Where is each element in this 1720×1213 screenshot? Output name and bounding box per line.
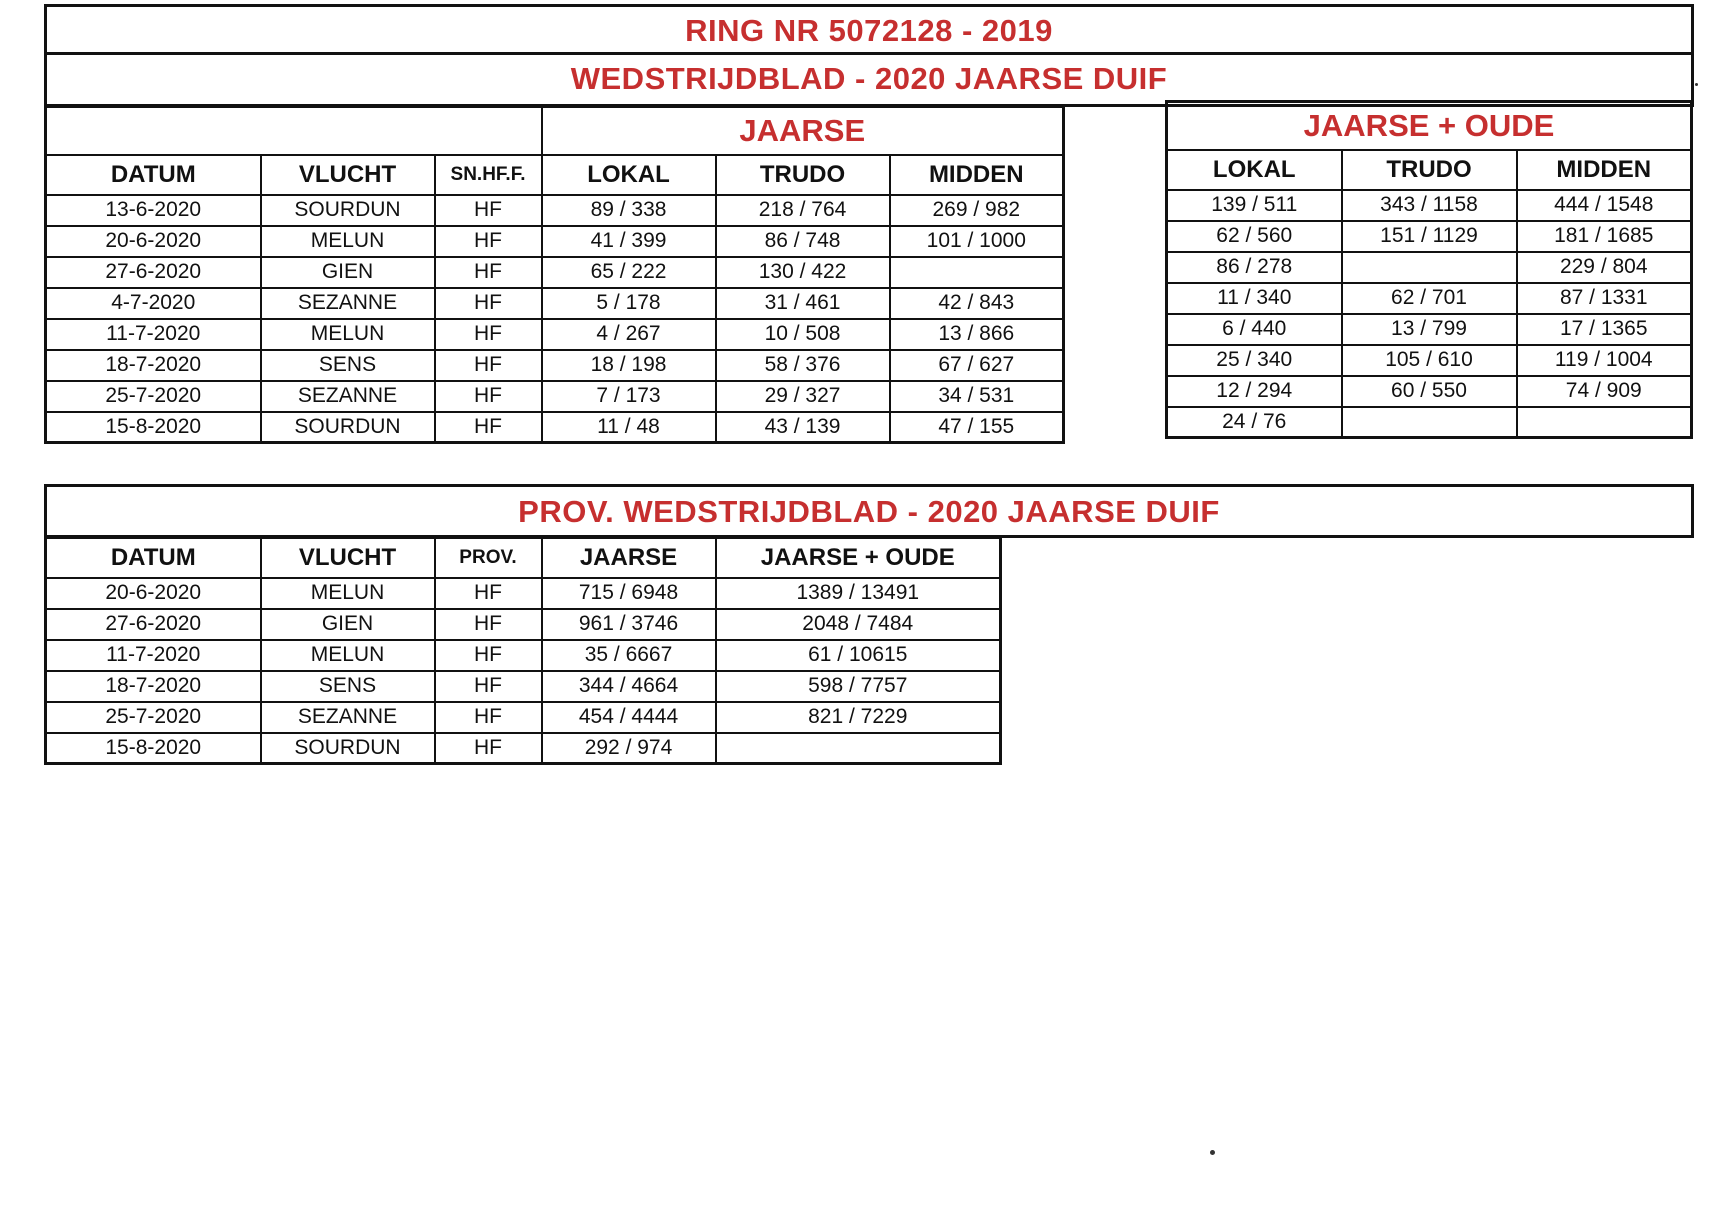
lokal-cell: 139 / 511 — [1167, 190, 1342, 221]
vlucht-cell: SEZANNE — [261, 288, 435, 319]
vlucht-cell: SEZANNE — [261, 381, 435, 412]
jaarse-oude-cell — [716, 733, 1001, 764]
jaarse-oude-cell: 821 / 7229 — [716, 702, 1001, 733]
table-row — [1167, 252, 1692, 283]
lokal-cell: 89 / 338 — [542, 195, 716, 226]
datum-cell: 11-7-2020 — [46, 319, 261, 350]
vlucht-cell: MELUN — [261, 640, 435, 671]
table-row — [46, 381, 1064, 412]
trudo-cell: 86 / 748 — [716, 226, 890, 257]
vlucht-cell: SOURDUN — [261, 733, 435, 764]
prov-title: PROV. WEDSTRIJDBLAD - 2020 JAARSE DUIF — [44, 484, 1694, 538]
prov-cell: HF — [435, 640, 542, 671]
datum-cell: 15-8-2020 — [46, 412, 261, 443]
vlucht-cell: GIEN — [261, 257, 435, 288]
datum-cell: 15-8-2020 — [46, 733, 261, 764]
table-row — [1167, 283, 1692, 314]
vlucht-cell: MELUN — [261, 226, 435, 257]
table-row — [46, 609, 1001, 640]
col-trudo: TRUDO — [716, 155, 890, 195]
jaarse-cell: 715 / 6948 — [542, 578, 716, 609]
col-jaarse-oude: JAARSE + OUDE — [716, 538, 1001, 578]
table-row — [46, 288, 1064, 319]
datum-cell: 25-7-2020 — [46, 702, 261, 733]
sn-cell: HF — [435, 381, 542, 412]
lokal-cell: 18 / 198 — [542, 350, 716, 381]
col-prov: PROV. — [435, 538, 542, 578]
trudo-cell — [1342, 252, 1517, 283]
prov-cell: HF — [435, 578, 542, 609]
datum-cell: 27-6-2020 — [46, 257, 261, 288]
jaarse-cell: 454 / 4444 — [542, 702, 716, 733]
trudo-cell: 13 / 799 — [1342, 314, 1517, 345]
datum-cell: 4-7-2020 — [46, 288, 261, 319]
datum-cell: 27-6-2020 — [46, 609, 261, 640]
lokal-cell: 24 / 76 — [1167, 407, 1342, 438]
table-row — [1167, 345, 1692, 376]
col-datum: DATUM — [46, 155, 261, 195]
jaarse-cell: 35 / 6667 — [542, 640, 716, 671]
jaarse-oude-cell: 2048 / 7484 — [716, 609, 1001, 640]
jaarse-group-header: JAARSE — [542, 107, 1064, 155]
col-snhff: SN.HF.F. — [435, 155, 542, 195]
table-row — [1167, 314, 1692, 345]
col-vlucht: VLUCHT — [261, 538, 435, 578]
col-lokal: LOKAL — [1167, 150, 1342, 190]
midden-cell: 13 / 866 — [890, 319, 1064, 350]
midden-cell: 181 / 1685 — [1517, 221, 1692, 252]
prov-cell: HF — [435, 702, 542, 733]
ring-title: RING NR 5072128 - 2019 — [44, 4, 1694, 55]
scan-speck — [1210, 1150, 1215, 1155]
trudo-cell — [1342, 407, 1517, 438]
col-jaarse: JAARSE — [542, 538, 716, 578]
midden-cell: 101 / 1000 — [890, 226, 1064, 257]
midden-cell: 67 / 627 — [890, 350, 1064, 381]
datum-cell: 20-6-2020 — [46, 578, 261, 609]
trudo-cell: 62 / 701 — [1342, 283, 1517, 314]
blank-header-cell — [46, 107, 542, 155]
trudo-cell: 58 / 376 — [716, 350, 890, 381]
jaarse-cell: 292 / 974 — [542, 733, 716, 764]
midden-cell: 17 / 1365 — [1517, 314, 1692, 345]
datum-cell: 11-7-2020 — [46, 640, 261, 671]
trudo-cell: 43 / 139 — [716, 412, 890, 443]
lokal-cell: 4 / 267 — [542, 319, 716, 350]
midden-cell: 34 / 531 — [890, 381, 1064, 412]
trudo-cell: 130 / 422 — [716, 257, 890, 288]
prov-table — [44, 536, 1002, 765]
trudo-cell: 10 / 508 — [716, 319, 890, 350]
sn-cell: HF — [435, 195, 542, 226]
sn-cell: HF — [435, 257, 542, 288]
midden-cell: 119 / 1004 — [1517, 345, 1692, 376]
lokal-cell: 65 / 222 — [542, 257, 716, 288]
midden-cell: 269 / 982 — [890, 195, 1064, 226]
midden-cell: 229 / 804 — [1517, 252, 1692, 283]
datum-cell: 13-6-2020 — [46, 195, 261, 226]
jaarse-oude-cell: 598 / 7757 — [716, 671, 1001, 702]
jaarse-oude-cell: 61 / 10615 — [716, 640, 1001, 671]
table-row — [46, 671, 1001, 702]
sn-cell: HF — [435, 319, 542, 350]
lokal-cell: 86 / 278 — [1167, 252, 1342, 283]
jaarse-cell: 344 / 4664 — [542, 671, 716, 702]
table-row — [1167, 376, 1692, 407]
trudo-cell: 105 / 610 — [1342, 345, 1517, 376]
jaarse-oude-table — [1165, 100, 1693, 439]
jaarse-cell: 961 / 3746 — [542, 609, 716, 640]
sn-cell: HF — [435, 350, 542, 381]
jaarse-table — [44, 105, 1065, 444]
sn-cell: HF — [435, 226, 542, 257]
midden-cell — [1517, 407, 1692, 438]
vlucht-cell: SEZANNE — [261, 702, 435, 733]
table-row — [46, 350, 1064, 381]
jaarse-oude-group-header: JAARSE + OUDE — [1167, 102, 1692, 150]
table-row — [46, 702, 1001, 733]
midden-cell: 74 / 909 — [1517, 376, 1692, 407]
trudo-cell: 151 / 1129 — [1342, 221, 1517, 252]
table-row — [1167, 190, 1692, 221]
midden-cell — [890, 257, 1064, 288]
table-row — [46, 412, 1064, 443]
datum-cell: 18-7-2020 — [46, 671, 261, 702]
table-row — [1167, 221, 1692, 252]
midden-cell: 87 / 1331 — [1517, 283, 1692, 314]
lokal-cell: 12 / 294 — [1167, 376, 1342, 407]
datum-cell: 20-6-2020 — [46, 226, 261, 257]
prov-cell: HF — [435, 733, 542, 764]
col-vlucht: VLUCHT — [261, 155, 435, 195]
prov-cell: HF — [435, 671, 542, 702]
table-row — [46, 257, 1064, 288]
midden-cell: 47 / 155 — [890, 412, 1064, 443]
lokal-cell: 11 / 48 — [542, 412, 716, 443]
col-trudo: TRUDO — [1342, 150, 1517, 190]
scan-speck — [1695, 83, 1698, 86]
prov-cell: HF — [435, 609, 542, 640]
subtitle-banner: WEDSTRIJDBLAD - 2020 JAARSE DUIF — [44, 53, 1694, 107]
lokal-cell: 6 / 440 — [1167, 314, 1342, 345]
midden-cell: 42 / 843 — [890, 288, 1064, 319]
trudo-cell: 29 / 327 — [716, 381, 890, 412]
table-row — [1167, 407, 1692, 438]
midden-cell: 444 / 1548 — [1517, 190, 1692, 221]
datum-cell: 25-7-2020 — [46, 381, 261, 412]
table-row — [46, 226, 1064, 257]
vlucht-cell: SOURDUN — [261, 195, 435, 226]
col-midden: MIDDEN — [1517, 150, 1692, 190]
col-lokal: LOKAL — [542, 155, 716, 195]
table-row — [46, 733, 1001, 764]
col-datum: DATUM — [46, 538, 261, 578]
sn-cell: HF — [435, 288, 542, 319]
trudo-cell: 31 / 461 — [716, 288, 890, 319]
vlucht-cell: MELUN — [261, 578, 435, 609]
table-row — [46, 640, 1001, 671]
lokal-cell: 7 / 173 — [542, 381, 716, 412]
lokal-cell: 62 / 560 — [1167, 221, 1342, 252]
sn-cell: HF — [435, 412, 542, 443]
table-row — [46, 578, 1001, 609]
table-row — [46, 195, 1064, 226]
trudo-cell: 343 / 1158 — [1342, 190, 1517, 221]
trudo-cell: 60 / 550 — [1342, 376, 1517, 407]
col-midden: MIDDEN — [890, 155, 1064, 195]
vlucht-cell: SENS — [261, 671, 435, 702]
lokal-cell: 5 / 178 — [542, 288, 716, 319]
jaarse-oude-cell: 1389 / 13491 — [716, 578, 1001, 609]
datum-cell: 18-7-2020 — [46, 350, 261, 381]
vlucht-cell: GIEN — [261, 609, 435, 640]
table-row — [46, 319, 1064, 350]
vlucht-cell: SENS — [261, 350, 435, 381]
vlucht-cell: SOURDUN — [261, 412, 435, 443]
lokal-cell: 11 / 340 — [1167, 283, 1342, 314]
trudo-cell: 218 / 764 — [716, 195, 890, 226]
lokal-cell: 41 / 399 — [542, 226, 716, 257]
lokal-cell: 25 / 340 — [1167, 345, 1342, 376]
vlucht-cell: MELUN — [261, 319, 435, 350]
